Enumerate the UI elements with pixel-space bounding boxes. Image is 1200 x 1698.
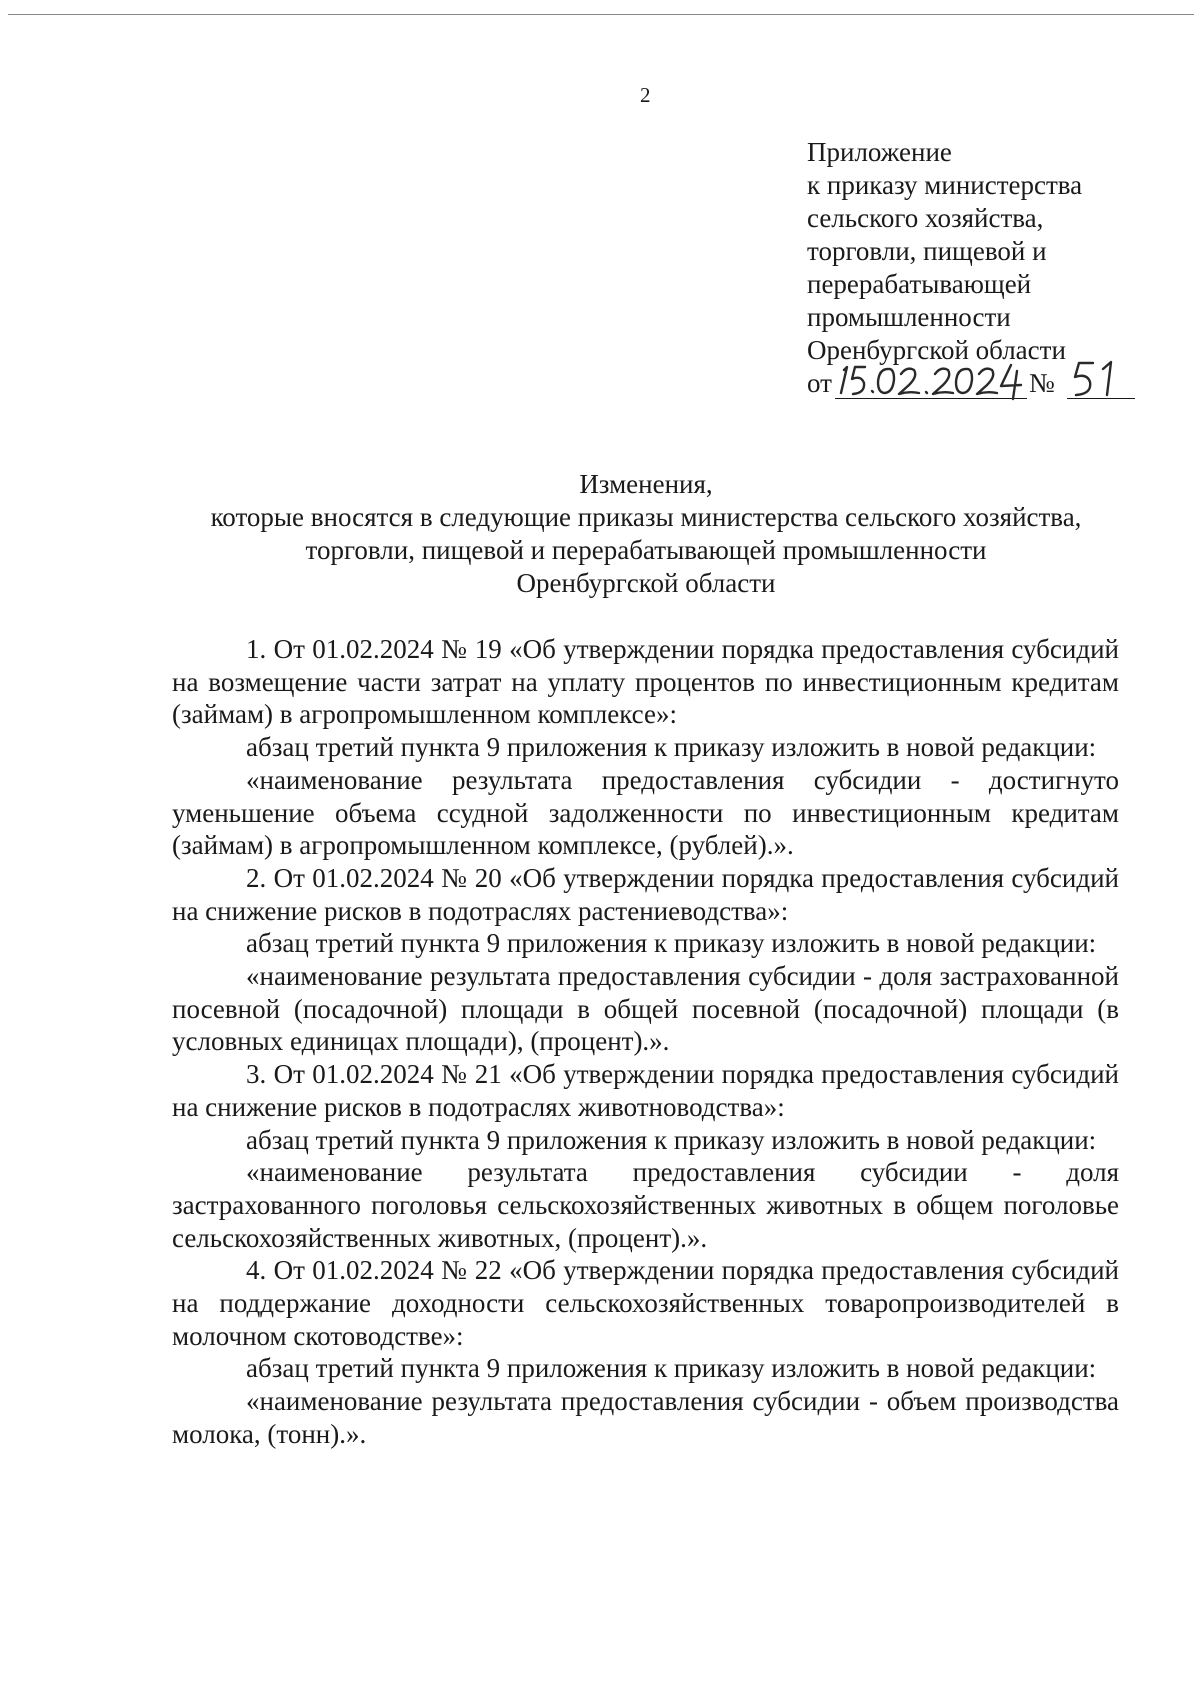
- paragraph-instruction: абзац третий пункта 9 приложения к приказу изложить в новой редакции:: [246, 732, 1097, 763]
- title-line: Оренбургской области: [516, 568, 776, 598]
- paragraph-item-4: 4. От 01.02.2024 № 22 «Об утверждении порядка предоставления субсидий на поддержание доходности сельскохозяйственных товаропроизводителей в молочном скотоводстве»:: [172, 1255, 1119, 1351]
- appendix-line: сельского хозяйства,: [807, 203, 1044, 233]
- handwritten-date-number: [831, 355, 1151, 403]
- paragraph-new-wording: «наименование результата предоставления субсидии - доля застрахованной посевной (посадочной) площади в общей посевной (посадочной) площади (в условных единицах площади), (процент).».: [172, 961, 1119, 1057]
- appendix-line: перерабатывающей: [807, 269, 1032, 299]
- appendix-line: к приказу министерства: [807, 170, 1083, 200]
- appendix-line: Оренбургской области: [807, 335, 1066, 365]
- paragraph-instruction: абзац третий пункта 9 приложения к приказу изложить в новой редакции:: [246, 928, 1097, 959]
- appendix-line: торговли, пищевой и: [807, 236, 1047, 266]
- document-title: [172, 468, 1120, 600]
- paragraph-item-2: 2. От 01.02.2024 № 20 «Об утверждении порядка предоставления субсидий на снижение рисков в подотраслях растениеводства»:: [172, 862, 1119, 926]
- appendix-line: Приложение: [807, 137, 952, 167]
- paragraph-instruction: абзац третий пункта 9 приложения к приказу изложить в новой редакции:: [246, 1353, 1097, 1384]
- paragraph-new-wording: «наименование результата предоставления субсидии - достигнуто уменьшение объема ссудной задолженности по инвестиционным кредитам (займам) в агропромышленном комплексе, (рублей).».: [172, 764, 1119, 861]
- paragraph-new-wording: «наименование результата предоставления субсидии - объем производства молока, (тонн).».: [172, 1386, 1119, 1449]
- paragraph-instruction: абзац третий пункта 9 приложения к приказу изложить в новой редакции:: [246, 1124, 1097, 1155]
- document-body: [172, 633, 1119, 1451]
- order-date-number-line: [807, 367, 1187, 400]
- page-number: 2: [640, 83, 651, 107]
- scan-edge-line: [8, 14, 1194, 15]
- appendix-header: [807, 136, 1187, 400]
- date-prefix: от: [807, 368, 832, 398]
- paragraph-new-wording: «наименование результата предоставления субсидии - доля застрахованного поголовья сельскохозяйственных животных в общем поголовье сельскохозяйственных животных, (процент).».: [172, 1157, 1119, 1253]
- appendix-line: промышленности: [807, 302, 1011, 332]
- number-prefix: №: [1029, 368, 1055, 398]
- title-line: торговли, пищевой и перерабатывающей промышленности: [305, 535, 987, 565]
- title-line: Изменения,: [579, 469, 713, 499]
- paragraph-item-1: 1. От 01.02.2024 № 19 «Об утверждении порядка предоставления субсидий на возмещение части затрат на уплату процентов по инвестиционным кредитам (займам) в агропромышленном комплексе»:: [172, 634, 1119, 730]
- paragraph-item-3: 3. От 01.02.2024 № 21 «Об утверждении порядка предоставления субсидий на снижение рисков в подотраслях животноводства»:: [172, 1059, 1119, 1122]
- title-line: которые вносятся в следующие приказы министерства сельского хозяйства,: [210, 502, 1082, 532]
